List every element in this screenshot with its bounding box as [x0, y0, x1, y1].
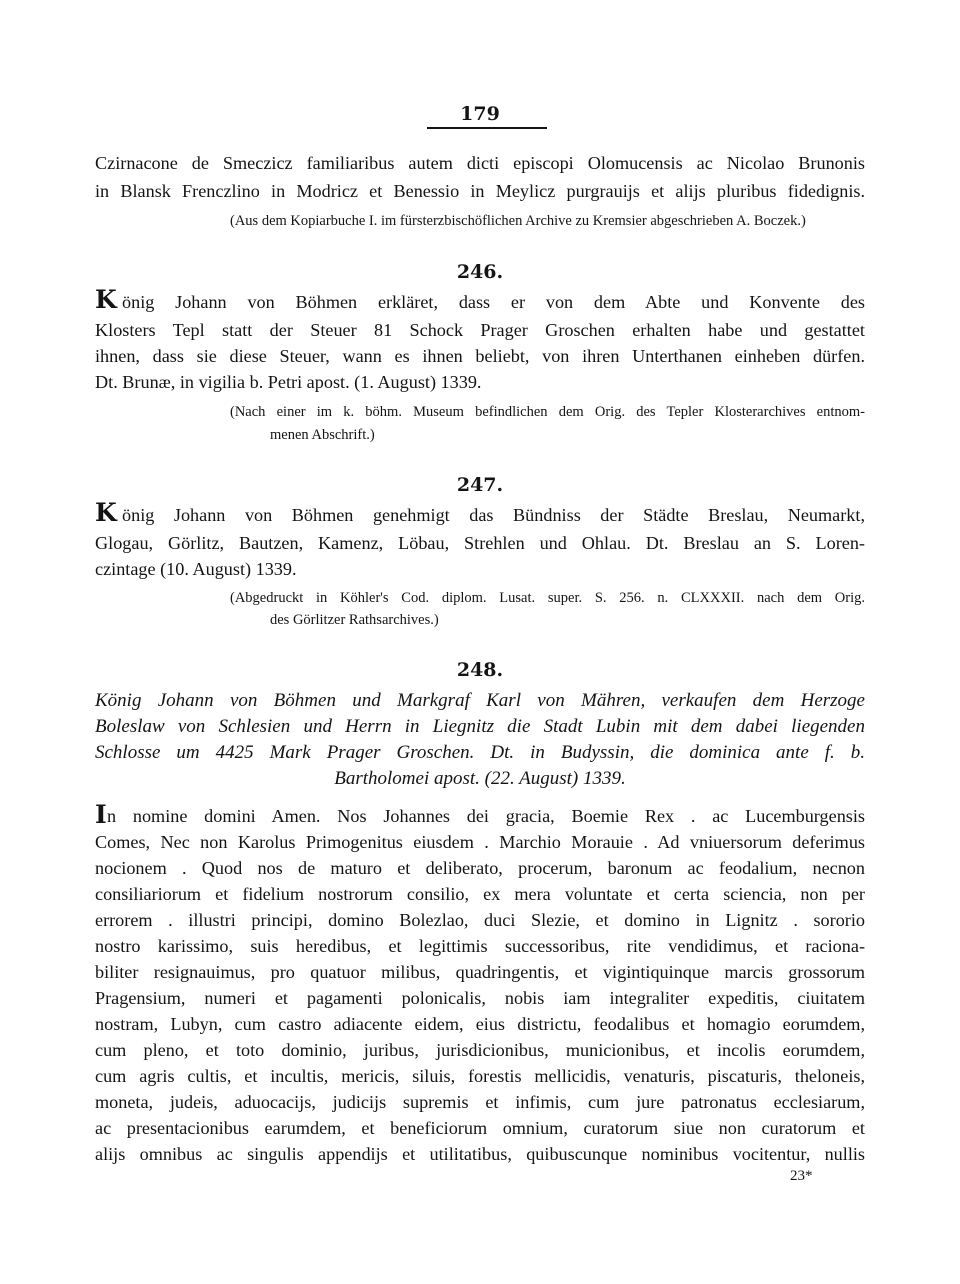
regest-line: Boleslaw von Schlesien und Herrn in Liegnitz die Stadt Lubin mit dem dabei liegenden: [95, 716, 865, 737]
charter-line: cum agris cultis, et incultis, mericis, siluis, forestis mellicidis, venaturis, piscaturis, theloneis,: [95, 1066, 865, 1086]
document-number: 246.: [456, 261, 504, 283]
charter-line: Comes, Nec non Karolus Primogenitus eiusdem . Marchio Morauie . Ad vniuersorum deferimus: [95, 832, 865, 852]
initial-letter: K: [95, 285, 117, 314]
regest-line: önig Johann von Böhmen genehmigt das Bündniss der Städte Breslau, Neumarkt,: [122, 505, 865, 525]
regest-line: Schlosse um 4425 Mark Prager Groschen. Dt. in Budyssin, die dominica ante f. b.: [95, 742, 865, 763]
charter-line: ac presentacionibus earumdem, et beneficiorum omnium, curatorum siue non curatorum et: [95, 1118, 865, 1138]
source-note: menen Abschrift.): [270, 427, 375, 443]
regest-line: Bartholomei apost. (22. August) 1339.: [334, 768, 626, 789]
charter-line: alijs omnibus ac singulis appendijs et utilitatibus, quibuscunque nominibus vocitentur, nullis: [95, 1144, 865, 1164]
charter-line: n nomine domini Amen. Nos Johannes dei gracia, Boemie Rex . ac Lucemburgensis: [107, 806, 865, 826]
intro-line: Czirnacone de Smeczicz familiaribus autem dicti episcopi Olomucensis ac Nicolao Brunonis: [95, 153, 865, 173]
regest-line: Glogau, Görlitz, Bautzen, Kamenz, Löbau, Strehlen und Ohlau. Dt. Breslau an S. Loren-: [95, 533, 865, 553]
initial-letter: I: [95, 800, 107, 829]
charter-line: nostram, Lubyn, cum castro adiacente eidem, eius districtu, feodalibus et homagio eorumdem,: [95, 1014, 865, 1034]
source-note: (Abgedruckt in Köhler's Cod. diplom. Lusat. super. S. 256. n. CLXXXII. nach dem Orig.: [230, 590, 865, 606]
charter-line: moneta, judeis, aduocacijs, judicijs supremis et infimis, cum jure patronatus ecclesiarum,: [95, 1092, 865, 1112]
charter-line: Pragensium, numeri et pagamenti polonicalis, nobis iam integraliter expeditis, ciuitatem: [95, 988, 865, 1008]
intro-line: in Blansk Frenczlino in Modricz et Benessio in Meylicz purgrauijs et alijs pluribus fidedignis.: [95, 181, 865, 201]
regest-line: König Johann von Böhmen und Markgraf Karl von Mähren, verkaufen dem Herzoge: [95, 690, 865, 711]
source-note: des Görlitzer Rathsarchives.): [270, 612, 439, 628]
source-note: (Nach einer im k. böhm. Museum befindlichen dem Orig. des Tepler Klosterarchives entnom-: [230, 404, 865, 420]
page-number: 179: [460, 103, 500, 125]
source-note: (Aus dem Kopiarbuche I. im fürsterzbischöflichen Archive zu Kremsier abgeschrieben A. Boczek.): [230, 213, 806, 229]
document-number: 247.: [456, 474, 504, 496]
regest-line: czintage (10. August) 1339.: [95, 559, 297, 579]
signature-mark: 23*: [790, 1168, 813, 1184]
charter-line: biliter resignauimus, pro quatuor milibus, quadringentis, et vigintiquinque marcis grossorum: [95, 962, 865, 982]
charter-line: nocionem . Quod nos de maturo et deliberato, procerum, baronum ac feodalium, necnon: [95, 858, 865, 878]
regest-line: Klosters Tepl statt der Steuer 81 Schock Prager Groschen erhalten habe und gestattet: [95, 320, 865, 340]
regest-line: Dt. Brunæ, in vigilia b. Petri apost. (1. August) 1339.: [95, 372, 482, 392]
initial-letter: K: [95, 498, 117, 527]
header-rule: [427, 127, 547, 129]
charter-line: consiliariorum et fidelium nostrorum consilio, ex mera voluntate et certa sciencia, non per: [95, 884, 865, 904]
charter-line: errorem . illustri principi, domino Bolezlao, duci Slezie, et domino in Lignitz . sororio: [95, 910, 865, 930]
document-number: 248.: [456, 659, 504, 681]
charter-line: cum pleno, et toto dominio, juribus, jurisdicionibus, municionibus, et incolis eorumdem,: [95, 1040, 865, 1060]
regest-line: ihnen, dass sie diese Steuer, wann es ihnen beliebt, von ihren Unterthanen einheben dürfen.: [95, 346, 865, 366]
regest-line: önig Johann von Böhmen erkläret, dass er von dem Abte und Konvente des: [122, 292, 865, 312]
charter-line: nostro karissimo, suis heredibus, et legittimis successoribus, rite vendidimus, et raciona-: [95, 936, 865, 956]
